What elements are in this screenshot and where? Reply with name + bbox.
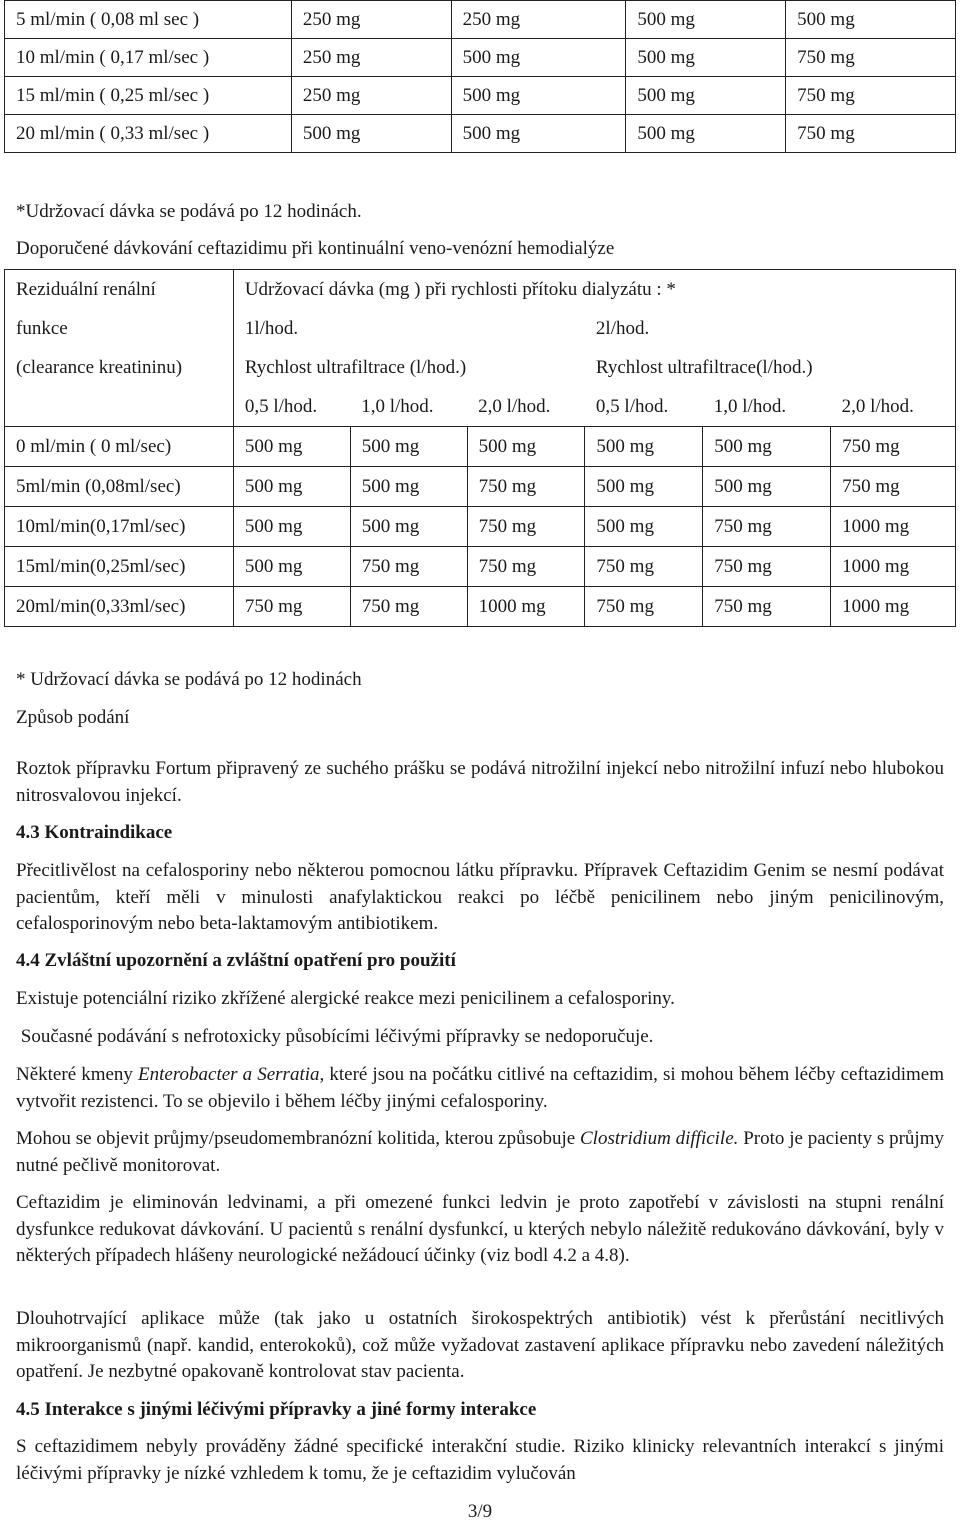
dose-cell: 750 mg [703,587,831,627]
dose-cell: 750 mg [831,427,956,467]
dose-cell: 750 mg [585,547,703,587]
table-row [5,115,956,153]
section-4-4-p2: Současné podávání s nefrotoxicky působícími léčivými přípravky se nedoporučuje. [16,1026,654,1047]
section-4-4-p6: Dlouhotrvající aplikace může (tak jako u ostatních širokospektrých antibiotik) vést k přerůstání necitlivých mikroorganismů (např. kandid, enterokoků), což může vyžadovat zastavení aplikace přípravku nebo zavedení náležitých opatření. Je nezbytné opakovaně kontrolovat stav pacienta. [16,1308,944,1382]
ultrafiltration-rate-header: 2,0 l/hod. [831,387,956,427]
dose-cell: 750 mg [703,547,831,587]
dose-cell: 500 mg [233,547,350,587]
dose-cell: 1000 mg [467,587,585,627]
dose-cell: 750 mg [467,467,585,507]
residual-renal-label-1: Reziduální renální [5,270,234,310]
maintenance-dose-header: Udržovací dávka (mg ) při rychlosti přítoku dialyzátu : * [233,270,955,310]
table-row [5,39,956,77]
administration-text: Roztok přípravku Fortum připravený ze suchého prášku se podává nitrožilní injekcí nebo nitrožilní infuzí nebo hlubokou nitrosvalovou injekcí. [16,758,944,806]
maintenance-dose-note: *Udržovací dávka se podává po 12 hodinách. [16,201,362,222]
dose-cell: 500 mg [350,507,467,547]
clearance-cell: 5 ml/min ( 0,08 ml sec ) [5,1,292,39]
dose-cell: 750 mg [467,547,585,587]
dose-cell: 500 mg [350,467,467,507]
dose-cell: 500 mg [291,115,451,153]
dose-cell: 750 mg [786,77,956,115]
continuous-hemodialysis-table [4,269,956,627]
maintenance-dose-note-2: * Udržovací dávka se podává po 12 hodinách [16,669,362,690]
dose-cell: 1000 mg [831,547,956,587]
dose-cell: 250 mg [291,77,451,115]
dose-cell: 250 mg [451,1,626,39]
dose-cell: 750 mg [786,39,956,77]
table-row [5,547,956,587]
clearance-cell: 5ml/min (0,08ml/sec) [5,467,234,507]
renal-dosing-table-top [4,0,956,153]
dose-cell: 500 mg [626,1,786,39]
table-row [5,77,956,115]
clearance-cell: 20ml/min(0,33ml/sec) [5,587,234,627]
dose-cell: 750 mg [585,587,703,627]
dose-cell: 500 mg [233,467,350,507]
table-row [5,467,956,507]
section-4-4-p4: Mohou se objevit průjmy/pseudomembranózní kolitida, kterou způsobuje Clostridium difficile. Proto je pacienty s průjmy nutné pečlivě monitorovat. [16,1128,944,1176]
dose-cell: 250 mg [291,1,451,39]
dose-cell: 500 mg [786,1,956,39]
dose-cell: 750 mg [467,507,585,547]
table-row [5,507,956,547]
dose-cell: 500 mg [451,39,626,77]
dose-cell: 750 mg [786,115,956,153]
dose-cell: 750 mg [703,507,831,547]
dose-cell: 500 mg [585,507,703,547]
clearance-cell: 20 ml/min ( 0,33 ml/sec ) [5,115,292,153]
dose-cell: 500 mg [233,507,350,547]
clearance-cell: 0 ml/min ( 0 ml/sec) [5,427,234,467]
residual-renal-label-2: funkce [5,309,234,348]
section-4-5-heading: 4.5 Interakce s jinými léčivými přípravky a jiné formy interakce [16,1399,537,1420]
clearance-cell: 15ml/min(0,25ml/sec) [5,547,234,587]
table-row [5,587,956,627]
page-number: 3/9 [467,1501,493,1522]
section-4-4-heading: 4.4 Zvláštní upozornění a zvláštní opatření pro použití [16,950,456,971]
clearance-cell: 10 ml/min ( 0,17 ml/sec ) [5,39,292,77]
section-4-4-p3: Některé kmeny Enterobacter a Serratia, které jsou na počátku citlivé na ceftazidim, si mohou během léčby ceftazidimem vytvořit rezistenci. To se objevilo i během léčby jinými cefalosporiny. [16,1064,944,1112]
ultrafiltration-label-1: Rychlost ultrafiltrace (l/hod.) [233,348,585,387]
table-row [5,1,956,39]
dose-cell: 750 mg [350,547,467,587]
section-4-3-heading: 4.3 Kontraindikace [16,822,173,843]
clearance-cell: 15 ml/min ( 0,25 ml/sec ) [5,77,292,115]
dose-cell: 500 mg [467,427,585,467]
dose-cell: 500 mg [585,467,703,507]
dose-cell: 1000 mg [831,507,956,547]
dose-cell: 500 mg [233,427,350,467]
dose-cell: 1000 mg [831,587,956,627]
section-4-4-p5: Ceftazidim je eliminován ledvinami, a při omezené funkci ledvin je proto zapotřebí v závislosti na stupni renální dysfunkce redukovat dávkování. U pacientů s renální dysfunkcí, u kterých nebylo náležitě redukováno dávkování, byly v některých případech hlášeny neurologické nežádoucí účinky (viz bodl 4.2 a 4.8). [16,1192,944,1266]
dose-cell: 500 mg [703,467,831,507]
ultrafiltration-rate-header: 2,0 l/hod. [478,395,551,417]
dose-cell: 750 mg [233,587,350,627]
dose-cell: 500 mg [703,427,831,467]
residual-renal-label-3: (clearance kreatininu) [5,348,234,387]
section-4-4-p1: Existuje potenciální riziko zkřížené alergické reakce mezi penicilinem a cefalosporiny. [16,988,675,1009]
administration-heading: Způsob podání [16,707,130,728]
flow-rate-2: 2l/hod. [585,309,956,348]
dose-cell: 500 mg [451,77,626,115]
ultrafiltration-label-2: Rychlost ultrafiltrace(l/hod.) [585,348,956,387]
ultrafiltration-rate-header: 0,5 l/hod. [233,387,350,427]
section-4-3-text: Přecitlivělost na cefalosporiny nebo některou pomocnou látku přípravku. Přípravek Ceftazidim Genim se nesmí podávat pacientům, kteří měli v minulosti anafylaktickou reakci po léčbě penicilinem nebo jiným penicilinovým, cefalosporinovým nebo beta-laktamovým antibiotikem. [16,860,944,934]
section-4-5-text: S ceftazidimem nebyly prováděny žádné specifické interakční studie. Riziko klinicky relevantních interakcí s jinými léčivými přípravky je nízké vzhledem k tomu, že je ceftazidim vylučován [16,1436,944,1484]
ultrafiltration-rate-header: 1,0 l/hod. [713,395,787,417]
dose-cell: 500 mg [626,77,786,115]
continuous-dialysis-title: Doporučené dávkování ceftazidimu při kontinuální veno-venózní hemodialýze [16,238,615,259]
table-row [5,427,956,467]
dose-cell: 500 mg [350,427,467,467]
dose-cell: 500 mg [585,427,703,467]
dose-cell: 500 mg [626,39,786,77]
clearance-cell: 10ml/min(0,17ml/sec) [5,507,234,547]
flow-rate-1: 1l/hod. [233,309,585,348]
dose-cell: 250 mg [291,39,451,77]
dose-cell: 750 mg [350,587,467,627]
dose-cell: 500 mg [451,115,626,153]
ultrafiltration-rate-header: 1,0 l/hod. [361,395,434,417]
dose-cell: 750 mg [831,467,956,507]
empty-cell [5,387,234,427]
dose-cell: 500 mg [626,115,786,153]
ultrafiltration-rate-header: 0,5 l/hod. [595,395,669,417]
